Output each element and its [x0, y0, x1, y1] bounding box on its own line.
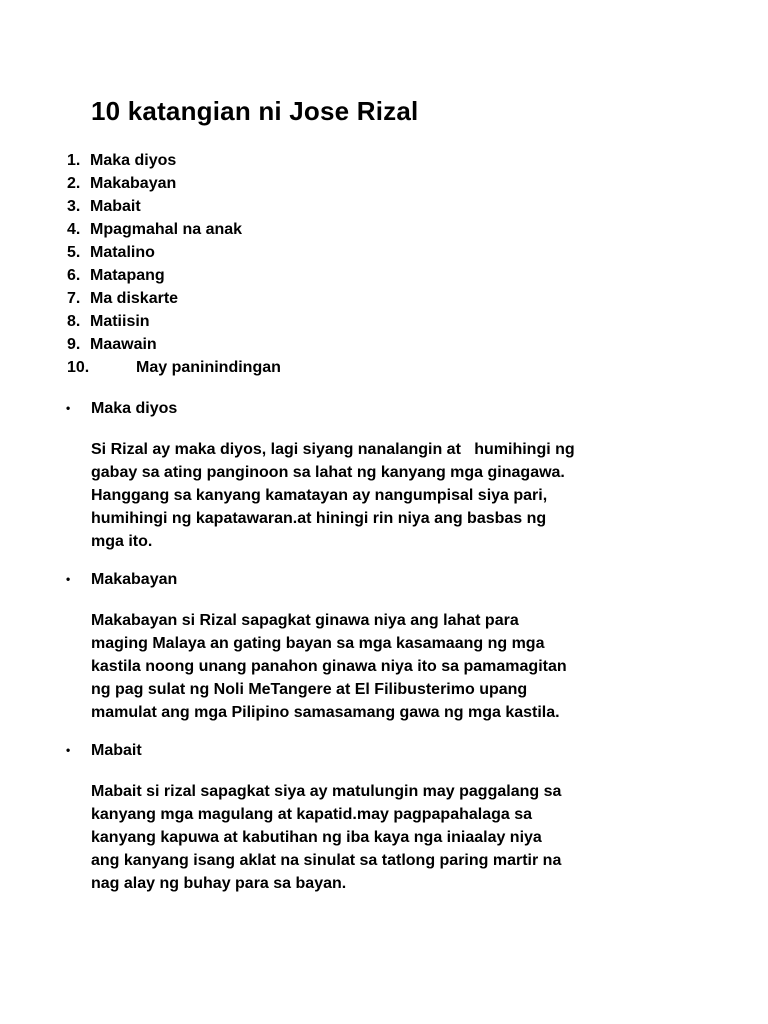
section-maka-diyos — [66, 397, 706, 553]
list-item-text: Maka diyos — [90, 152, 177, 169]
page-title: 10 katangian ni Jose Rizal — [91, 96, 419, 126]
list-item-number: 3. — [67, 198, 81, 215]
list-item-number: 8. — [67, 313, 81, 330]
list-item — [67, 149, 281, 172]
bullet-icon: • — [66, 572, 71, 586]
bullet-icon: • — [66, 743, 71, 757]
list-item-number: 7. — [67, 290, 81, 307]
list-item-text: Makabayan — [90, 175, 177, 192]
list-item — [67, 195, 281, 218]
list-item-text: Mabait — [90, 198, 141, 215]
list-item-number: 5. — [67, 244, 81, 261]
list-item-text: Ma diskarte — [90, 290, 179, 307]
section-heading — [66, 397, 706, 420]
section-heading-text: Makabayan — [91, 571, 178, 588]
section-paragraph: Mabait si rizal sapagkat siya ay matulungin may paggalang sa kanyang mga magulang at kapatid.may pagpapahalaga sa kanyang kapuwa at kabutihan ng iba kaya nga iniaalay niya ang kanyang isang aklat na sinulat sa tatlong paring martir na nag alay ng buhay para sa bayan. — [91, 783, 562, 892]
list-item — [67, 356, 281, 379]
section-makabayan — [66, 568, 706, 724]
bullet-icon: • — [66, 401, 71, 415]
list-item — [67, 310, 281, 333]
section-heading-text: Maka diyos — [91, 400, 178, 417]
section-mabait — [66, 739, 706, 895]
list-item — [67, 218, 281, 241]
list-item-text: May paninindingan — [136, 359, 281, 376]
list-item — [67, 333, 281, 356]
list-item-number: 9. — [67, 336, 81, 353]
list-item-number: 10. — [67, 359, 90, 376]
section-heading-text: Mabait — [91, 742, 142, 759]
list-item-text: Matiisin — [90, 313, 150, 330]
section-heading — [66, 568, 706, 591]
list-item — [67, 287, 281, 310]
list-item — [67, 241, 281, 264]
list-item — [67, 264, 281, 287]
list-item-text: Matalino — [90, 244, 155, 261]
section-paragraph: Si Rizal ay maka diyos, lagi siyang nanalangin at humihingi ng gabay sa ating panginoon sa lahat ng kanyang mga ginagawa. Hanggang sa kanyang kamatayan ay nangumpisal siya pari, humihingi ng kapatawaran.at hiningi rin niya ang basbas ng mga ito. — [91, 441, 575, 550]
list-item-number: 2. — [67, 175, 81, 192]
list-item-text: Maawain — [90, 336, 157, 353]
list-item — [67, 172, 281, 195]
list-item-text: Mpagmahal na anak — [90, 221, 243, 238]
section-paragraph: Makabayan si Rizal sapagkat ginawa niya ang lahat para maging Malaya an gating bayan sa mga kasamaang ng mga kastila noong unang panahon ginawa niya ito sa pamamagitan ng pag sulat ng Noli MeTangere at El Filibusterimo upang mamulat ang mga Pilipino samasamang gawa ng mga kastila. — [91, 612, 567, 721]
list-item-number: 6. — [67, 267, 81, 284]
numbered-list — [67, 149, 281, 379]
section-heading — [66, 739, 706, 762]
list-item-text: Matapang — [90, 267, 165, 284]
list-item-number: 1. — [67, 152, 81, 169]
list-item-number: 4. — [67, 221, 81, 238]
sections — [66, 397, 706, 910]
